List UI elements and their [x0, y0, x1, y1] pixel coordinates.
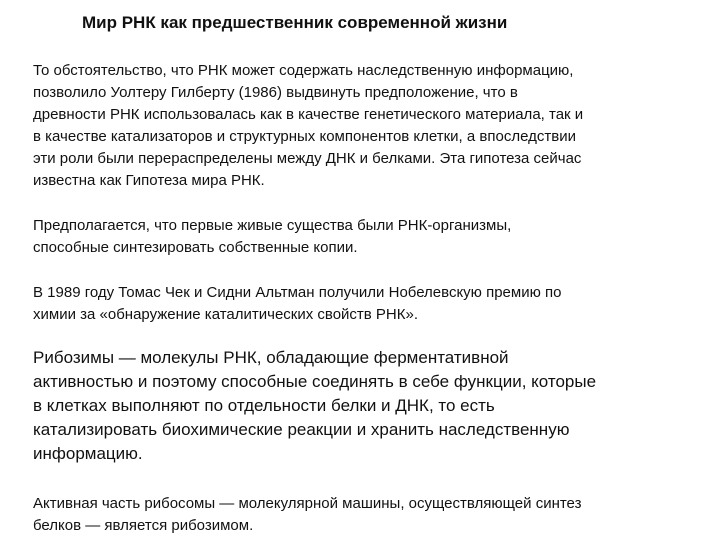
text-line: Предполагается, что первые живые существа были РНК-организмы, — [33, 217, 512, 234]
text-line: позволило Уолтеру Гилберту (1986) выдвинуть предположение, что в — [33, 84, 518, 101]
text-line: химии за «обнаружение каталитических свойств РНК». — [33, 306, 419, 323]
text-line: Рибозимы — молекулы РНК, обладающие ферментативной — [33, 348, 509, 367]
paragraph-ribozymes — [33, 346, 703, 466]
text-line: в качестве катализаторов и структурных компонентов клетки, а впоследствии — [33, 128, 576, 145]
text-line: Активная часть рибосомы — молекулярной машины, осуществляющей синтез — [33, 495, 582, 512]
text-line: древности РНК использовалась как в качестве генетического материала, так и — [33, 106, 584, 123]
text-line: в клетках выполняют по отдельности белки и ДНК, то есть — [33, 396, 495, 415]
text-line: способные синтезировать собственные копии. — [33, 239, 358, 256]
paragraph-first-organisms — [33, 215, 703, 259]
text-line: То обстоятельство, что РНК может содержать наследственную информацию, — [33, 62, 574, 79]
text-line: В 1989 году Томас Чек и Сидни Альтман получили Нобелевскую премию по — [33, 284, 562, 301]
text-line: белков — является рибозимом. — [33, 517, 254, 534]
slide-title: Мир РНК как предшественник современной жизни — [82, 13, 508, 32]
text-line: активностью и поэтому способные соединять в себе функции, которые — [33, 372, 597, 391]
text-line: катализировать биохимические реакции и хранить наследственную — [33, 420, 570, 439]
paragraph-ribosome — [33, 493, 703, 537]
paragraph-rna-world-hypothesis — [33, 60, 703, 192]
text-line: известна как Гипотеза мира РНК. — [33, 172, 265, 189]
paragraph-nobel-prize — [33, 282, 703, 326]
text-line: информацию. — [33, 444, 143, 463]
text-line: эти роли были перераспределены между ДНК и белками. Эта гипотеза сейчас — [33, 150, 582, 167]
